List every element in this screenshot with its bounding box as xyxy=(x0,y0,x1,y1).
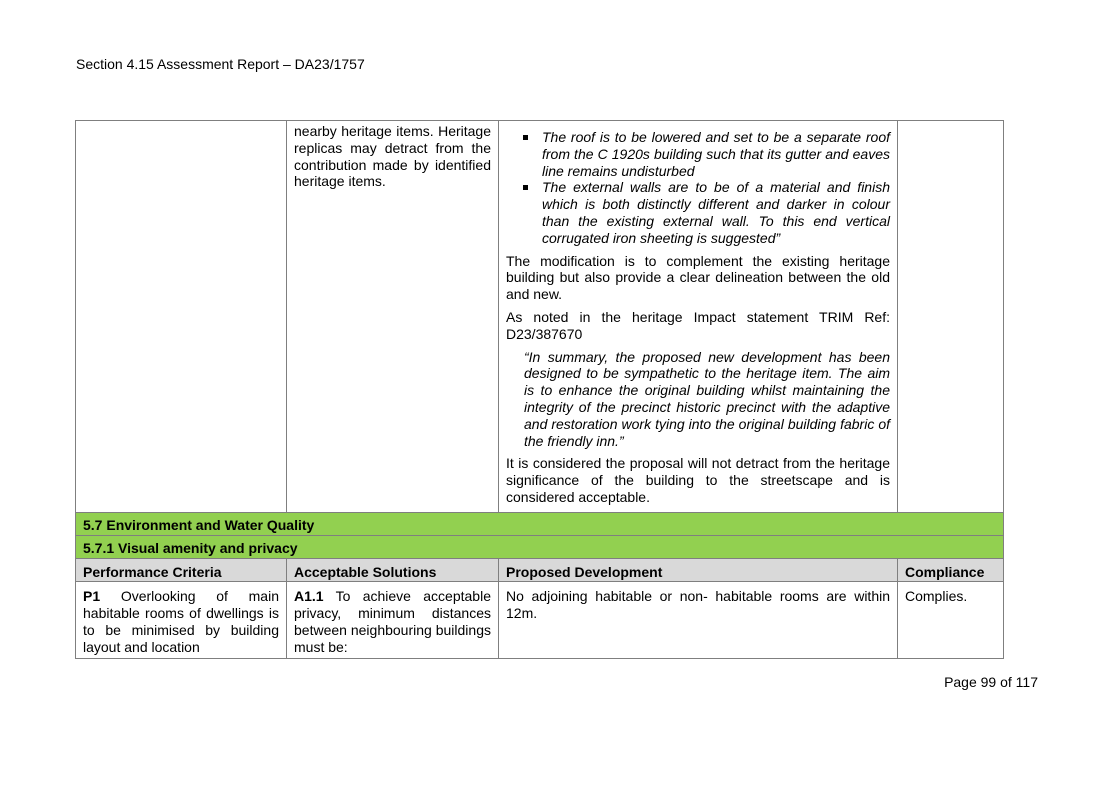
performance-code: P1 xyxy=(83,588,101,605)
bullet-text: The external walls are to be of a material and finish which is both distinctly different and darker in colour than the existing external wall. To this end vertical corrugated iron sheeting is suggested” xyxy=(542,179,890,246)
assessment-table xyxy=(75,120,1004,659)
paragraph-heritage-reference: As noted in the heritage Impact statement TRIM Ref: D23/387670 xyxy=(506,308,890,342)
acceptable-text: To achieve acceptable privacy, minimum distances between neighbouring buildings must be: xyxy=(294,588,491,655)
report-title: Section 4.15 Assessment Report – DA23/1757 xyxy=(76,56,365,72)
table-row-continued xyxy=(76,121,1004,513)
acceptable-code: A1.1 xyxy=(294,588,324,605)
section-heading: 5.7 Environment and Water Quality xyxy=(76,513,1004,536)
section-heading-row xyxy=(76,513,1004,536)
bullet-list xyxy=(506,129,890,247)
acceptable-solutions-cell xyxy=(287,121,499,513)
column-header-compliance: Compliance xyxy=(898,558,1004,582)
subsection-heading: 5.7.1 Visual amenity and privacy xyxy=(76,535,1004,558)
performance-criteria-cell xyxy=(76,582,287,658)
acceptable-solutions-text: nearby heritage items. Heritage replicas may detract from the contribution made by identified heritage items. xyxy=(294,123,491,190)
list-item xyxy=(542,179,890,246)
performance-cell-empty xyxy=(76,121,287,513)
subsection-heading-row xyxy=(76,535,1004,558)
bullet-text: The roof is to be lowered and set to be a separate roof from the C 1920s building such that its gutter and eaves line remains undisturbed xyxy=(542,129,890,179)
table-row xyxy=(76,582,1004,658)
acceptable-solutions-cell xyxy=(287,582,499,658)
page-number: Page 99 of 117 xyxy=(944,674,1038,690)
performance-text: Overlooking of main habitable rooms of dwellings is to be minimised by building layout and location xyxy=(83,588,279,655)
proposed-development-cell xyxy=(499,582,898,658)
square-bullet-icon xyxy=(523,135,528,140)
compliance-text: Complies. xyxy=(905,588,968,605)
list-item xyxy=(542,129,890,179)
column-header-acceptable: Acceptable Solutions xyxy=(287,558,499,582)
column-header-proposed: Proposed Development xyxy=(499,558,898,582)
paragraph-conclusion: It is considered the proposal will not detract from the heritage significance of the building to the streetscape and is considered acceptable. xyxy=(506,455,890,505)
proposed-development-cell xyxy=(499,121,898,513)
square-bullet-icon xyxy=(523,185,528,190)
paragraph-modification: The modification is to complement the existing heritage building but also provide a clear delineation between the old and new. xyxy=(506,252,890,303)
column-header-performance: Performance Criteria xyxy=(76,558,287,582)
heritage-quote: “In summary, the proposed new development has been designed to be sympathetic to the heritage item. The aim is to enhance the original building whilst maintaining the integrity of the precinct historic precinct with the adaptive and restoration work tying into the original building fabric of the friendly inn.” xyxy=(524,348,890,449)
compliance-cell-empty xyxy=(898,121,1004,513)
compliance-cell xyxy=(898,582,1004,658)
proposed-text: No adjoining habitable or non- habitable rooms are within 12m. xyxy=(506,588,890,622)
column-header-row xyxy=(76,558,1004,582)
